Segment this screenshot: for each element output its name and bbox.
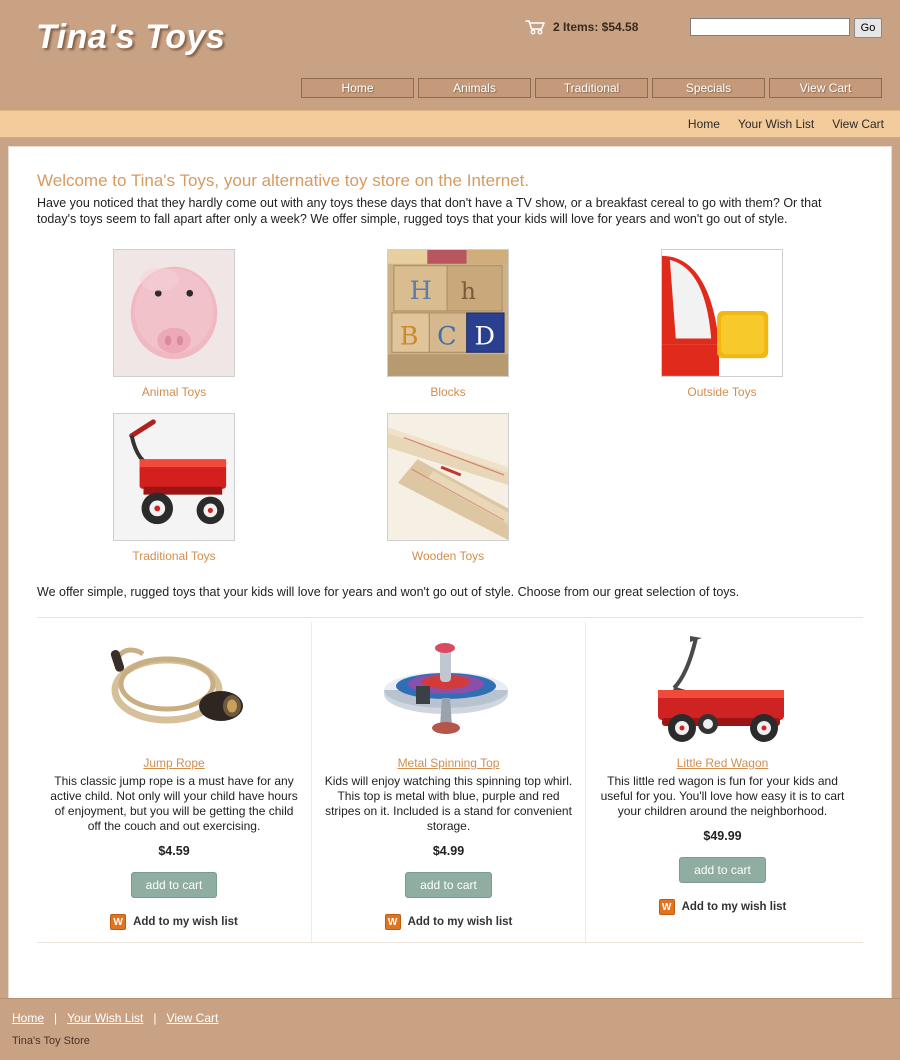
site-header	[0, 0, 900, 110]
svg-text:h: h	[460, 277, 476, 306]
wish-list-link-little-red-wagon[interactable]	[592, 899, 853, 915]
category-thumb-traditional-toys[interactable]	[113, 413, 235, 541]
footer-divider: |	[54, 1011, 58, 1025]
add-to-cart-button-metal-spinning-top[interactable]: add to cart	[405, 872, 492, 898]
add-to-cart-button-jump-rope[interactable]: add to cart	[131, 872, 218, 898]
nav-item-animals[interactable]: Animals	[418, 78, 531, 98]
product-price-metal-spinning-top: $4.99	[432, 844, 465, 858]
product-name-little-red-wagon[interactable]: Little Red Wagon	[676, 756, 769, 770]
svg-text:D: D	[474, 321, 496, 352]
category-traditional-toys[interactable]	[37, 413, 311, 563]
category-wooden-toys[interactable]	[311, 413, 585, 563]
nav-item-traditional[interactable]: Traditional	[535, 78, 648, 98]
footer-item-wish-list[interactable]: Your Wish List	[67, 1011, 144, 1025]
product-description-jump-rope: This classic jump rope is a must have for any active child. Not only will your child have hours of enjoyment, but you will be getting the child off the couch and out exercising.	[50, 774, 298, 833]
page-title: Welcome to Tina's Toys, your alternative toy store on the Internet.	[37, 171, 530, 190]
site-footer	[0, 998, 900, 1060]
add-to-cart-button-little-red-wagon[interactable]: add to cart	[679, 857, 766, 883]
category-label-wooden-toys[interactable]: Wooden Toys	[411, 549, 485, 563]
secondary-nav	[0, 110, 900, 138]
wish-list-label: Add to my wish list	[133, 916, 238, 928]
category-animal-toys[interactable]	[37, 249, 311, 399]
category-thumb-outside-toys[interactable]	[661, 249, 783, 377]
nav-item-specials[interactable]: Specials	[652, 78, 765, 98]
category-blocks[interactable]	[311, 249, 585, 399]
product-name-jump-rope[interactable]: Jump Rope	[143, 756, 205, 770]
wish-list-icon: W	[659, 899, 675, 915]
main-content	[8, 146, 892, 1004]
category-outside-toys[interactable]	[585, 249, 859, 399]
product-price-jump-rope: $4.59	[158, 844, 190, 858]
nav-item-view-cart[interactable]: View Cart	[769, 78, 882, 98]
product-card-metal-spinning-top	[311, 622, 585, 942]
search-go-button[interactable]: Go	[854, 18, 882, 38]
product-description-little-red-wagon: This little red wagon is fun for your kids and useful for you. You'll love how easy it is to cart your children around the neighborhood.	[600, 774, 845, 818]
cart-summary[interactable]	[525, 19, 638, 35]
product-price-little-red-wagon: $49.99	[703, 829, 742, 843]
subnav-item-view-cart[interactable]: View Cart	[832, 117, 884, 131]
product-image-metal-spinning-top[interactable]	[324, 628, 574, 748]
wish-list-link-jump-rope[interactable]	[43, 914, 305, 930]
category-label-blocks[interactable]: Blocks	[430, 385, 466, 399]
category-thumb-animal-toys[interactable]	[113, 249, 235, 377]
search-area	[690, 18, 882, 38]
wish-list-link-metal-spinning-top[interactable]	[318, 914, 579, 930]
selection-blurb: We offer simple, rugged toys that your kids will love for years and won't go out of style. Choose from our great selection of toys.	[37, 585, 740, 599]
wish-list-label: Add to my wish list	[407, 916, 513, 928]
wish-list-label: Add to my wish list	[681, 901, 787, 913]
svg-text:B: B	[399, 321, 419, 352]
subnav-item-wish-list[interactable]: Your Wish List	[737, 117, 815, 131]
shopping-cart-icon	[525, 19, 547, 35]
product-name-metal-spinning-top[interactable]: Metal Spinning Top	[397, 756, 500, 770]
footer-item-home[interactable]: Home	[12, 1011, 45, 1025]
product-card-jump-rope	[37, 622, 311, 942]
product-image-jump-rope[interactable]	[49, 628, 299, 748]
wish-list-icon: W	[385, 914, 401, 930]
category-thumb-blocks[interactable]	[387, 249, 509, 377]
subnav-item-home[interactable]: Home	[687, 117, 720, 131]
nav-item-home[interactable]: Home	[301, 78, 414, 98]
featured-products	[37, 617, 863, 942]
footer-nav	[12, 1011, 900, 1025]
svg-text:H: H	[409, 276, 432, 307]
category-label-animal-toys[interactable]: Animal Toys	[141, 385, 207, 399]
cart-summary-text: 2 Items: $54.58	[553, 20, 639, 34]
product-card-little-red-wagon	[585, 622, 859, 942]
svg-text:C: C	[437, 321, 457, 352]
products-divider	[37, 942, 863, 943]
primary-nav	[301, 78, 882, 98]
product-image-little-red-wagon[interactable]	[598, 628, 848, 748]
wish-list-icon: W	[110, 914, 126, 930]
footer-divider: |	[153, 1011, 157, 1025]
category-grid	[9, 249, 891, 577]
category-label-traditional-toys[interactable]: Traditional Toys	[132, 549, 216, 563]
footer-note: Tina's Toy Store	[12, 1035, 90, 1047]
intro-paragraph: Have you noticed that they hardly come out with any toys these days that don't have a TV show, or a breakfast cereal to go with them? Or that today's toys seem to fall apart after only a week? We offer simple, rugged toys that your kids will love for years and won't go out of style.	[37, 196, 822, 226]
site-logo[interactable]: Tina's Toys	[36, 18, 226, 56]
product-description-metal-spinning-top: Kids will enjoy watching this spinning top whirl. This top is metal with blue, purple and red stripes on it. Included is a stand for convenient storage.	[324, 774, 573, 833]
search-input[interactable]	[690, 18, 850, 36]
category-thumb-wooden-toys[interactable]	[387, 413, 509, 541]
footer-item-view-cart[interactable]: View Cart	[166, 1011, 219, 1025]
category-label-outside-toys[interactable]: Outside Toys	[687, 385, 757, 399]
